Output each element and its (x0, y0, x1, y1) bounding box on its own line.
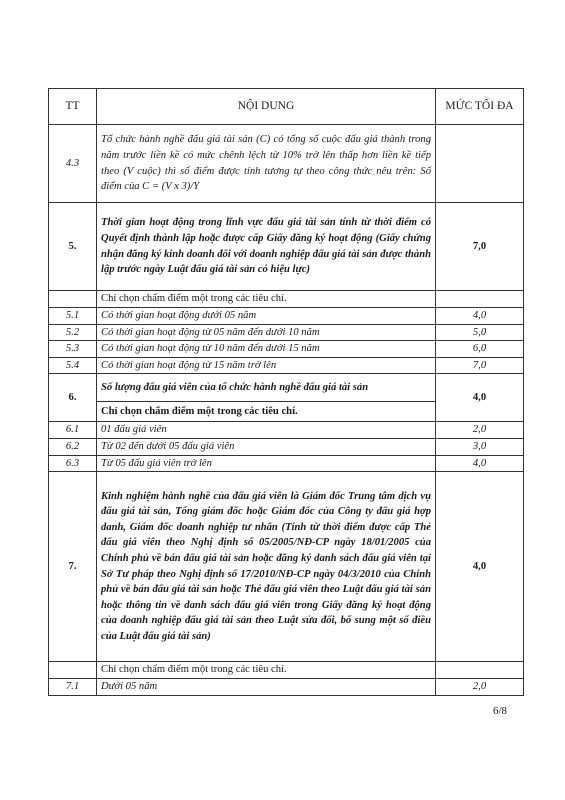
row-id: 5.2 (49, 324, 97, 341)
table-row (49, 357, 524, 374)
row-text: Có thời gian hoạt động dưới 05 năm (97, 308, 436, 325)
table-row (49, 341, 524, 358)
row-text: Kinh nghiệm hành nghề của đấu giá viên là Giám đốc Trung tâm dịch vụ đấu giá tài sản, Tổng giám đốc hoặc Giám đốc của Công ty đấu giá hợp danh, Giám đốc doanh nghiệp tư nhân (Tính từ thời điểm được cấp Thẻ đấu giá viên theo Nghị định số 05/2005/NĐ-CP ngày 18/01/2005 của Chính phủ về bán đấu giá tài sản hoặc đăng ký danh sách đấu giá viên tại Sở Tư pháp theo Nghị định số 17/2010/NĐ-CP ngày 04/3/2010 của Chính phủ về bán đấu giá tài sản hoặc Thẻ đấu giá viên theo Luật đấu giá tài sản hoặc thông tin về danh sách đấu giá viên trong Giấy đăng ký hoạt động của doanh nghiệp đấu giá tài sản theo Luật sửa đổi, bổ sung một số điều của Luật đấu giá tài sản) (97, 472, 436, 662)
row-value: 4,0 (436, 374, 524, 422)
row-text: Số lượng đấu giá viên của tổ chức hành nghề đấu giá tài sản (97, 374, 436, 402)
row-text: Tổ chức hành nghề đấu giá tài sản (C) có tổng số cuộc đấu giá thành trong năm trước liền kề có mức chênh lệch từ 10% trở lên thấp hơn liền kề tiếp theo (V cuộc) thì số điểm được tính tương tự theo công thức nêu trên: Số điểm của C = (V x 3)/Y (97, 125, 436, 203)
row-value: 4,0 (436, 455, 524, 472)
row-id: 6.1 (49, 422, 97, 439)
row-text: Có thời gian hoạt động từ 15 năm trở lên (97, 357, 436, 374)
row-id (49, 291, 97, 308)
table-row (49, 125, 524, 203)
row-text: Có thời gian hoạt động từ 05 năm đến dưới 10 năm (97, 324, 436, 341)
table-row (49, 422, 524, 439)
row-id: 5.1 (49, 308, 97, 325)
row-value: 7,0 (436, 203, 524, 291)
row-value: 4,0 (436, 308, 524, 325)
row-id: 6.2 (49, 438, 97, 455)
row-value: 2,0 (436, 422, 524, 439)
row-id (49, 662, 97, 679)
criteria-table (48, 88, 524, 696)
table-row (49, 438, 524, 455)
row-text: Có thời gian hoạt động từ 10 năm đến dưới 15 năm (97, 341, 436, 358)
row-value: 4,0 (436, 472, 524, 662)
row-text: Chỉ chọn chấm điểm một trong các tiêu chí. (97, 402, 436, 422)
row-value: 3,0 (436, 438, 524, 455)
table-row (49, 308, 524, 325)
table-row (49, 472, 524, 662)
row-id: 5.3 (49, 341, 97, 358)
row-value (436, 125, 524, 203)
header-max: MỨC TỐI ĐA (436, 89, 524, 125)
row-value: 2,0 (436, 679, 524, 696)
table-row (49, 291, 524, 308)
header-tt: TT (49, 89, 97, 125)
row-text: Dưới 05 năm (97, 679, 436, 696)
row-text: Từ 05 đấu giá viên trở lên (97, 455, 436, 472)
row-id: 6.3 (49, 455, 97, 472)
row-id: 5. (49, 203, 97, 291)
row-id: 7. (49, 472, 97, 662)
row-value: 6,0 (436, 341, 524, 358)
row-id: 6. (49, 374, 97, 422)
row-text: Từ 02 đến dưới 05 đấu giá viên (97, 438, 436, 455)
table-row (49, 374, 524, 402)
document-page (48, 88, 524, 696)
row-value (436, 662, 524, 679)
row-id: 7.1 (49, 679, 97, 696)
page-number: 6/8 (493, 705, 508, 717)
row-value: 5,0 (436, 324, 524, 341)
row-id: 5.4 (49, 357, 97, 374)
table-row (49, 203, 524, 291)
row-text: Thời gian hoạt động trong lĩnh vực đấu giá tài sản tính từ thời điểm có Quyết định thành lập hoặc được cấp Giấy đăng ký hoạt động (Giấy chứng nhận đăng ký kinh doanh đối với doanh nghiệp đấu giá tài sản được thành lập trước ngày Luật đấu giá tài sản có hiệu lực) (97, 203, 436, 291)
row-id: 4.3 (49, 125, 97, 203)
row-text: Chỉ chọn chấm điểm một trong các tiêu chí. (97, 291, 436, 308)
row-value: 7,0 (436, 357, 524, 374)
table-row (49, 455, 524, 472)
row-text: Chỉ chọn chấm điểm một trong các tiêu chí. (97, 662, 436, 679)
row-value (436, 291, 524, 308)
row-text: 01 đấu giá viên (97, 422, 436, 439)
table-row (49, 679, 524, 696)
table-row (49, 662, 524, 679)
header-content: NỘI DUNG (97, 89, 436, 125)
table-header-row (49, 89, 524, 125)
table-row (49, 324, 524, 341)
